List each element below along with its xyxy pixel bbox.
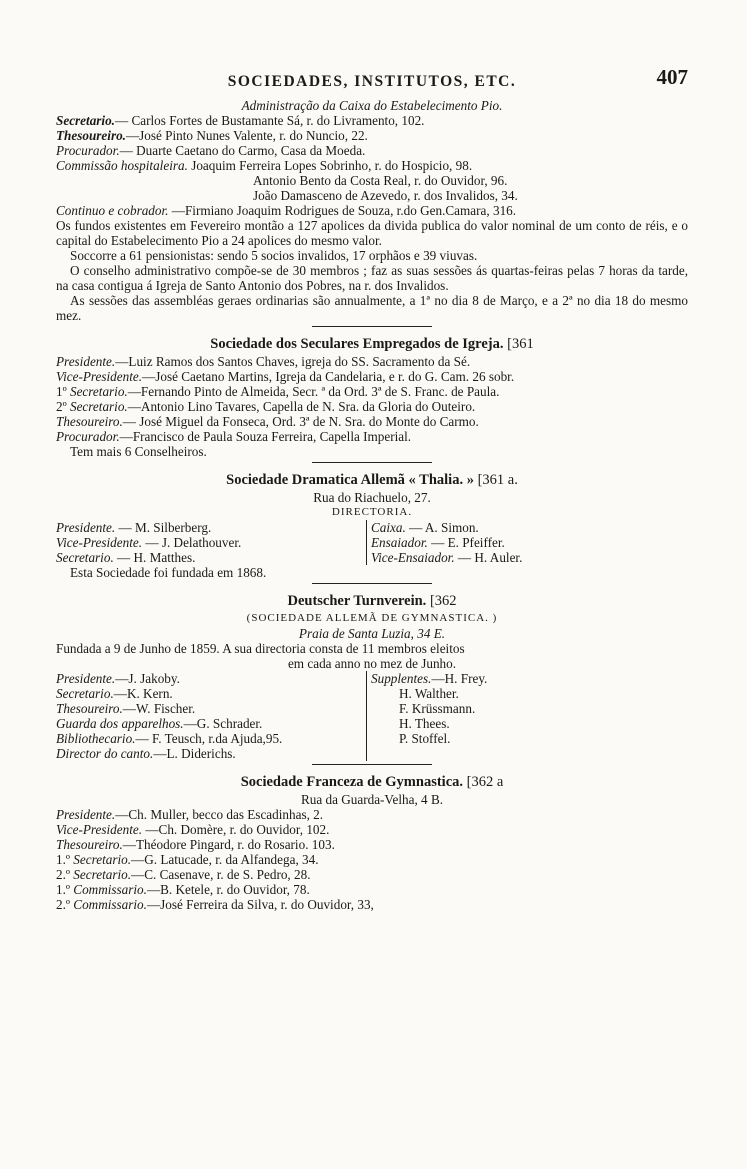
row-text: — H. Auler. (454, 550, 523, 565)
thalia-heading: Sociedade Dramatica Allemã « Thalia. » [361 a. (226, 472, 518, 488)
caixa-para-1: Os fundos existentes em Fevereiro montão a 127 apolices da divida publica do valor nominal de um conto de réis, e o capital do Estabelecimento Pio a 24 apolices do mesmo valor. (56, 218, 688, 248)
thalia-officer (56, 535, 366, 550)
row-text: —J. Jakoby. (115, 671, 180, 686)
page (56, 65, 688, 912)
running-header (56, 65, 688, 94)
turnverein-officer (56, 716, 366, 731)
row-role: Secretario. (56, 550, 114, 565)
turnverein-right-column (366, 671, 487, 761)
row-text: — J. Delathouver. (142, 535, 242, 550)
caixa-para-4: As sessões das assembléas geraes ordinarias são annualmente, a 1ª no dia 8 de Março, e a 2ª no dia 18 do mesmo mez. (56, 293, 688, 323)
turnverein-subtitle: (SOCIEDADE ALLEMÃ DE GYMNASTICA. ) (246, 612, 498, 624)
row-role: Vice-Presidente. (56, 822, 143, 837)
franceza-officer (56, 867, 688, 882)
caixa-para-2: Soccorre a 61 pensionistas: sendo 5 socios invalidos, 17 orphãos e 39 viuvas. (70, 248, 478, 263)
turnverein-address: Praia de Santa Luzia, 34 E. (298, 626, 446, 641)
row-text: —G. Latucade, r. da Alfandega, 34. (131, 852, 319, 867)
row-role: Director do canto. (56, 746, 154, 761)
seculares-thesoureiro: Thesoureiro.— José Miguel da Fonseca, Ord. 3ª de N. Sra. do Monte do Carmo. (56, 414, 479, 429)
turnverein-officer (56, 671, 366, 686)
row-role: Thesoureiro. (56, 837, 123, 852)
thalia-note: Esta Sociedade foi fundada em 1868. (70, 565, 267, 580)
turnverein-founded: Fundada a 9 de Junho de 1859. A sua directoria consta de 11 membros eleitos (56, 641, 465, 656)
row-role: Guarda dos apparelhos. (56, 716, 184, 731)
row-role: Presidente. (56, 807, 116, 822)
row-role: Secretario. (73, 852, 132, 867)
caixa-heading: Administração da Caixa do Estabelecimento Pio. (241, 98, 503, 113)
row-text: — H. Matthes. (113, 550, 196, 565)
franceza-officer (56, 897, 688, 912)
turnverein-supplente: F. Krüssmann. (399, 701, 476, 716)
row-text: —José Ferreira da Silva, r. do Ouvidor, 33, (146, 897, 374, 912)
row-text: —G. Schrader. (183, 716, 263, 731)
row-text: —Théodore Pingard, r. do Rosario. 103. (122, 837, 335, 852)
turnverein-heading: Deutscher Turnverein. [362 (287, 593, 457, 609)
caixa-commissao-3: João Damasceno de Azevedo, r. dos Invalidos, 34. (253, 188, 518, 203)
turnverein-left-column (56, 671, 366, 761)
franceza-officer (56, 807, 688, 822)
thalia-officer (371, 535, 522, 550)
seculares-sec2: 2º Secretario.—Antonio Lino Tavares, Capella de N. Sra. da Gloria do Outeiro. (56, 399, 476, 414)
divider (312, 764, 432, 765)
row-role: Secretario. (56, 686, 114, 701)
thalia-officer (56, 520, 366, 535)
row-role: Vice-Ensaiador. (371, 550, 455, 565)
row-role: Commissario. (73, 897, 147, 912)
thalia-officer (371, 520, 522, 535)
row-text: — A. Simon. (405, 520, 479, 535)
turnverein-founded-2: em cada anno no mez de Junho. (287, 656, 457, 671)
turnverein-officer (56, 731, 366, 746)
row-text: —W. Fischer. (122, 701, 196, 716)
franceza-officer (56, 837, 688, 852)
seculares-vice: Vice-Presidente.—José Caetano Martins, Igreja da Candelaria, e r. do G. Cam. 26 sobr. (56, 369, 515, 384)
row-role: Thesoureiro. (56, 701, 123, 716)
franceza-officer (56, 852, 688, 867)
row-role: Presidente. (56, 671, 116, 686)
caixa-thesoureiro: Thesoureiro.—José Pinto Nunes Valente, r. do Nuncio, 22. (56, 128, 368, 143)
row-role: Presidente. (56, 520, 116, 535)
divider (312, 326, 432, 327)
turnverein-officer (56, 701, 366, 716)
row-text: —Ch. Muller, becco das Escadinhas, 2. (115, 807, 324, 822)
row-role: Secretario. (73, 867, 132, 882)
seculares-presidente: Presidente.—Luiz Ramos dos Santos Chaves, igreja do SS. Sacramento da Sé. (56, 354, 471, 369)
row-prefix: 2.º (56, 897, 74, 912)
thalia-address: Rua do Riachuelo, 27. (313, 490, 431, 505)
franceza-list (56, 807, 688, 912)
turnverein-officer (56, 746, 366, 761)
caixa-procurador: Procurador.— Duarte Caetano do Carmo, Casa da Moeda. (56, 143, 366, 158)
caixa-commissao: Commissão hospitaleira. Joaquim Ferreira Lopes Sobrinho, r. do Hospicio, 98. (56, 158, 473, 173)
row-role: Ensaiador. (371, 535, 428, 550)
franceza-address: Rua da Guarda-Velha, 4 B. (300, 792, 444, 807)
turnverein-columns (56, 671, 688, 761)
row-text: —B. Ketele, r. do Ouvidor, 78. (146, 882, 310, 897)
row-role: Caixa. (371, 520, 406, 535)
row-text: —Ch. Domère, r. do Ouvidor, 102. (142, 822, 330, 837)
thalia-left-column (56, 520, 366, 565)
turnverein-supplente: H. Walther. (399, 686, 459, 701)
row-role: Vice-Presidente. (56, 535, 143, 550)
row-prefix: 2.º (56, 867, 74, 882)
caixa-para-3: O conselho administrativo compõe-se de 30 membros ; faz as suas sessões ás quartas-feiras pelas 7 horas da tarde, na casa contigua á Igreja de Santo Antonio dos Pobres, na r. dos Invalidos. (56, 263, 688, 293)
thalia-columns (56, 520, 688, 565)
row-text: —L. Diderichs. (153, 746, 236, 761)
row-prefix: 1.º (56, 852, 74, 867)
turnverein-officer (56, 686, 366, 701)
caixa-secretario: Secretario.— Carlos Fortes de Bustamante Sá, r. do Livramento, 102. (56, 113, 425, 128)
turnverein-supplente: P. Stoffel. (399, 731, 451, 746)
row-text: — M. Silberberg. (115, 520, 212, 535)
seculares-procurador: Procurador.—Francisco de Paula Souza Ferreira, Capella Imperial. (56, 429, 412, 444)
caixa-continuo: Continuo e cobrador. —Firmiano Joaquim Rodrigues de Souza, r.do Gen.Camara, 316. (56, 203, 517, 218)
row-text: —K. Kern. (113, 686, 173, 701)
thalia-officer (56, 550, 366, 565)
thalia-directoria: DIRECTORIA. (331, 506, 413, 518)
page-number: 407 (656, 65, 688, 89)
thalia-officer (371, 550, 522, 565)
seculares-note: Tem mais 6 Conselheiros. (70, 444, 207, 459)
seculares-heading: Sociedade dos Seculares Empregados de Igreja. [361 (210, 336, 534, 352)
row-text: — F. Teusch, r.da Ajuda,95. (135, 731, 283, 746)
row-role: Commissario. (73, 882, 147, 897)
row-prefix: 1.º (56, 882, 74, 897)
row-role: Bibliothecario. (56, 731, 136, 746)
franceza-heading: Sociedade Franceza de Gymnastica. [362 a (240, 774, 504, 790)
turnverein-supplente: H. Thees. (399, 716, 450, 731)
franceza-officer (56, 882, 688, 897)
caixa-commissao-2: Antonio Bento da Costa Real, r. do Ouvidor, 96. (253, 173, 508, 188)
divider (312, 462, 432, 463)
header-title: SOCIEDADES, INSTITUTOS, ETC. (227, 73, 517, 90)
row-text: — E. Pfeiffer. (427, 535, 505, 550)
turnverein-supplente: Supplentes.—H. Frey. (371, 671, 488, 686)
divider (312, 583, 432, 584)
thalia-right-column (366, 520, 522, 565)
seculares-sec1: 1º Secretario.—Fernando Pinto de Almeida, Secr. ª da Ord. 3ª de S. Franc. de Paula. (56, 384, 500, 399)
franceza-officer (56, 822, 688, 837)
row-text: —C. Casenave, r. de S. Pedro, 28. (131, 867, 311, 882)
